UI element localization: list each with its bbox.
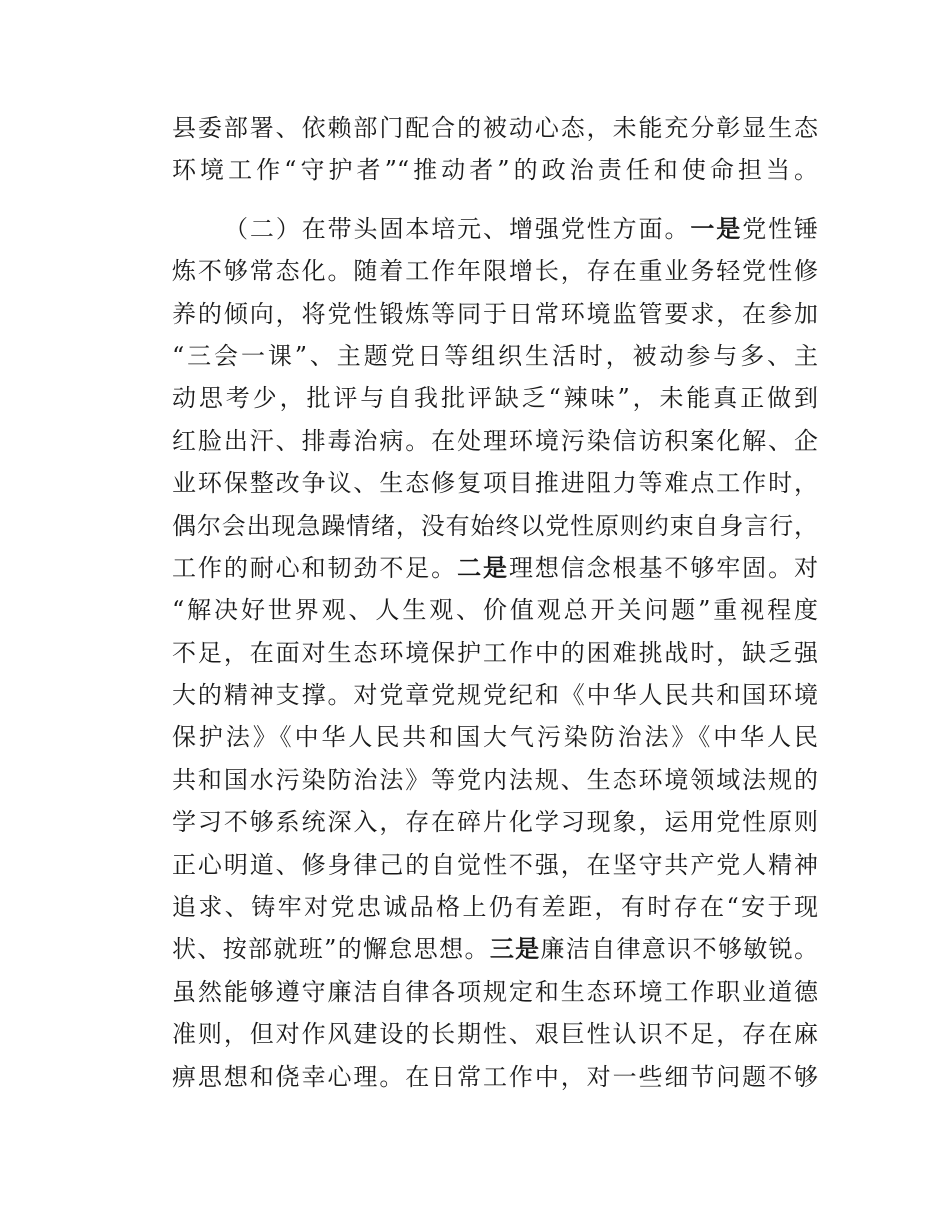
text-line (172, 589, 818, 631)
paragraph-section-two (172, 208, 818, 1098)
text-segment: 准则，但对作风建设的长期性、艰巨性认识不足，存在麻 (172, 1020, 818, 1049)
text-segment: 业环保整改争议、生态修复项目推进阻力等难点工作时， (172, 469, 818, 498)
text-segment: “三会一课”、主题党日等组织生活时，被动参与多、主 (172, 341, 818, 370)
text-segment: 炼不够常态化。随着工作年限增长，存在重业务轻党性修 (172, 257, 818, 286)
text-segment: （二）在带头固本培元、增强党性方面。 (224, 214, 691, 243)
emphasis-text: 三是 (489, 934, 541, 964)
text-line (172, 971, 818, 1013)
text-line (172, 632, 818, 674)
text-line (172, 335, 818, 377)
text-segment: 县委部署、依赖部门配合的被动心态，未能充分彰显生态 (172, 114, 818, 142)
text-segment: 党性锤 (742, 214, 818, 243)
text-segment: 大的精神支撑。对党章党规党纪和《中华人民共和国环境 (172, 681, 818, 710)
emphasis-text: 二是 (457, 552, 509, 582)
text-segment: 追求、铸牢对党忠诚品格上仍有差距，有时存在“安于现 (172, 893, 818, 922)
text-segment: 红脸出汗、排毒治病。在处理环境污染信访积案化解、企 (172, 426, 818, 455)
text-segment: 廉洁自律意识不够敏锐。 (540, 935, 818, 964)
text-line (172, 674, 818, 716)
text-segment: 偶尔会出现急躁情绪，没有始终以党性原则约束自身言行， (172, 511, 818, 540)
paragraph-continuation (172, 107, 818, 192)
text-line (172, 844, 818, 886)
text-segment: 不足，在面对生态环境保护工作中的困难挑战时，缺乏强 (172, 638, 818, 667)
text-line (172, 1056, 818, 1098)
text-line (172, 462, 818, 504)
text-segment: 动思考少，批评与自我批评缺乏“辣味”，未能真正做到 (172, 384, 818, 413)
text-line (172, 420, 818, 462)
text-line (172, 149, 818, 191)
text-segment: 共和国水污染防治法》等党内法规、生态环境领域法规的 (172, 765, 818, 794)
text-segment: 学习不够系统深入，存在碎片化学习现象，运用党性原则 (172, 808, 818, 837)
text-line (172, 377, 818, 419)
text-line (172, 107, 818, 149)
text-line (172, 505, 818, 547)
text-segment: 环境工作“守护者”“推动者”的政治责任和使命担当。 (172, 156, 818, 185)
text-segment: 保护法》《中华人民共和国大气污染防治法》《中华人民 (172, 723, 818, 752)
text-line (172, 547, 818, 589)
text-line (172, 208, 818, 250)
text-line (172, 928, 818, 970)
text-segment: 工作的耐心和韧劲不足。 (172, 553, 458, 582)
text-segment: 状、按部就班”的懈怠思想。 (172, 935, 490, 964)
text-segment: 痹思想和侥幸心理。在日常工作中，对一些细节问题不够 (172, 1062, 818, 1091)
text-line (172, 1013, 818, 1055)
emphasis-text: 一是 (690, 213, 743, 243)
text-line (172, 250, 818, 292)
text-line (172, 801, 818, 843)
text-line (172, 886, 818, 928)
text-segment: “解决好世界观、人生观、价值观总开关问题”重视程度 (172, 596, 818, 625)
text-segment: 理想信念根基不够牢固。对 (508, 553, 818, 582)
text-line (172, 293, 818, 335)
text-segment: 虽然能够遵守廉洁自律各项规定和生态环境工作职业道德 (172, 977, 818, 1006)
text-segment: 养的倾向，将党性锻炼等同于日常环境监管要求，在参加 (172, 299, 818, 328)
text-segment: 正心明道、修身律己的自觉性不强，在坚守共产党人精神 (172, 850, 818, 879)
text-line (172, 759, 818, 801)
text-line (172, 716, 818, 758)
document-body (172, 107, 818, 1098)
